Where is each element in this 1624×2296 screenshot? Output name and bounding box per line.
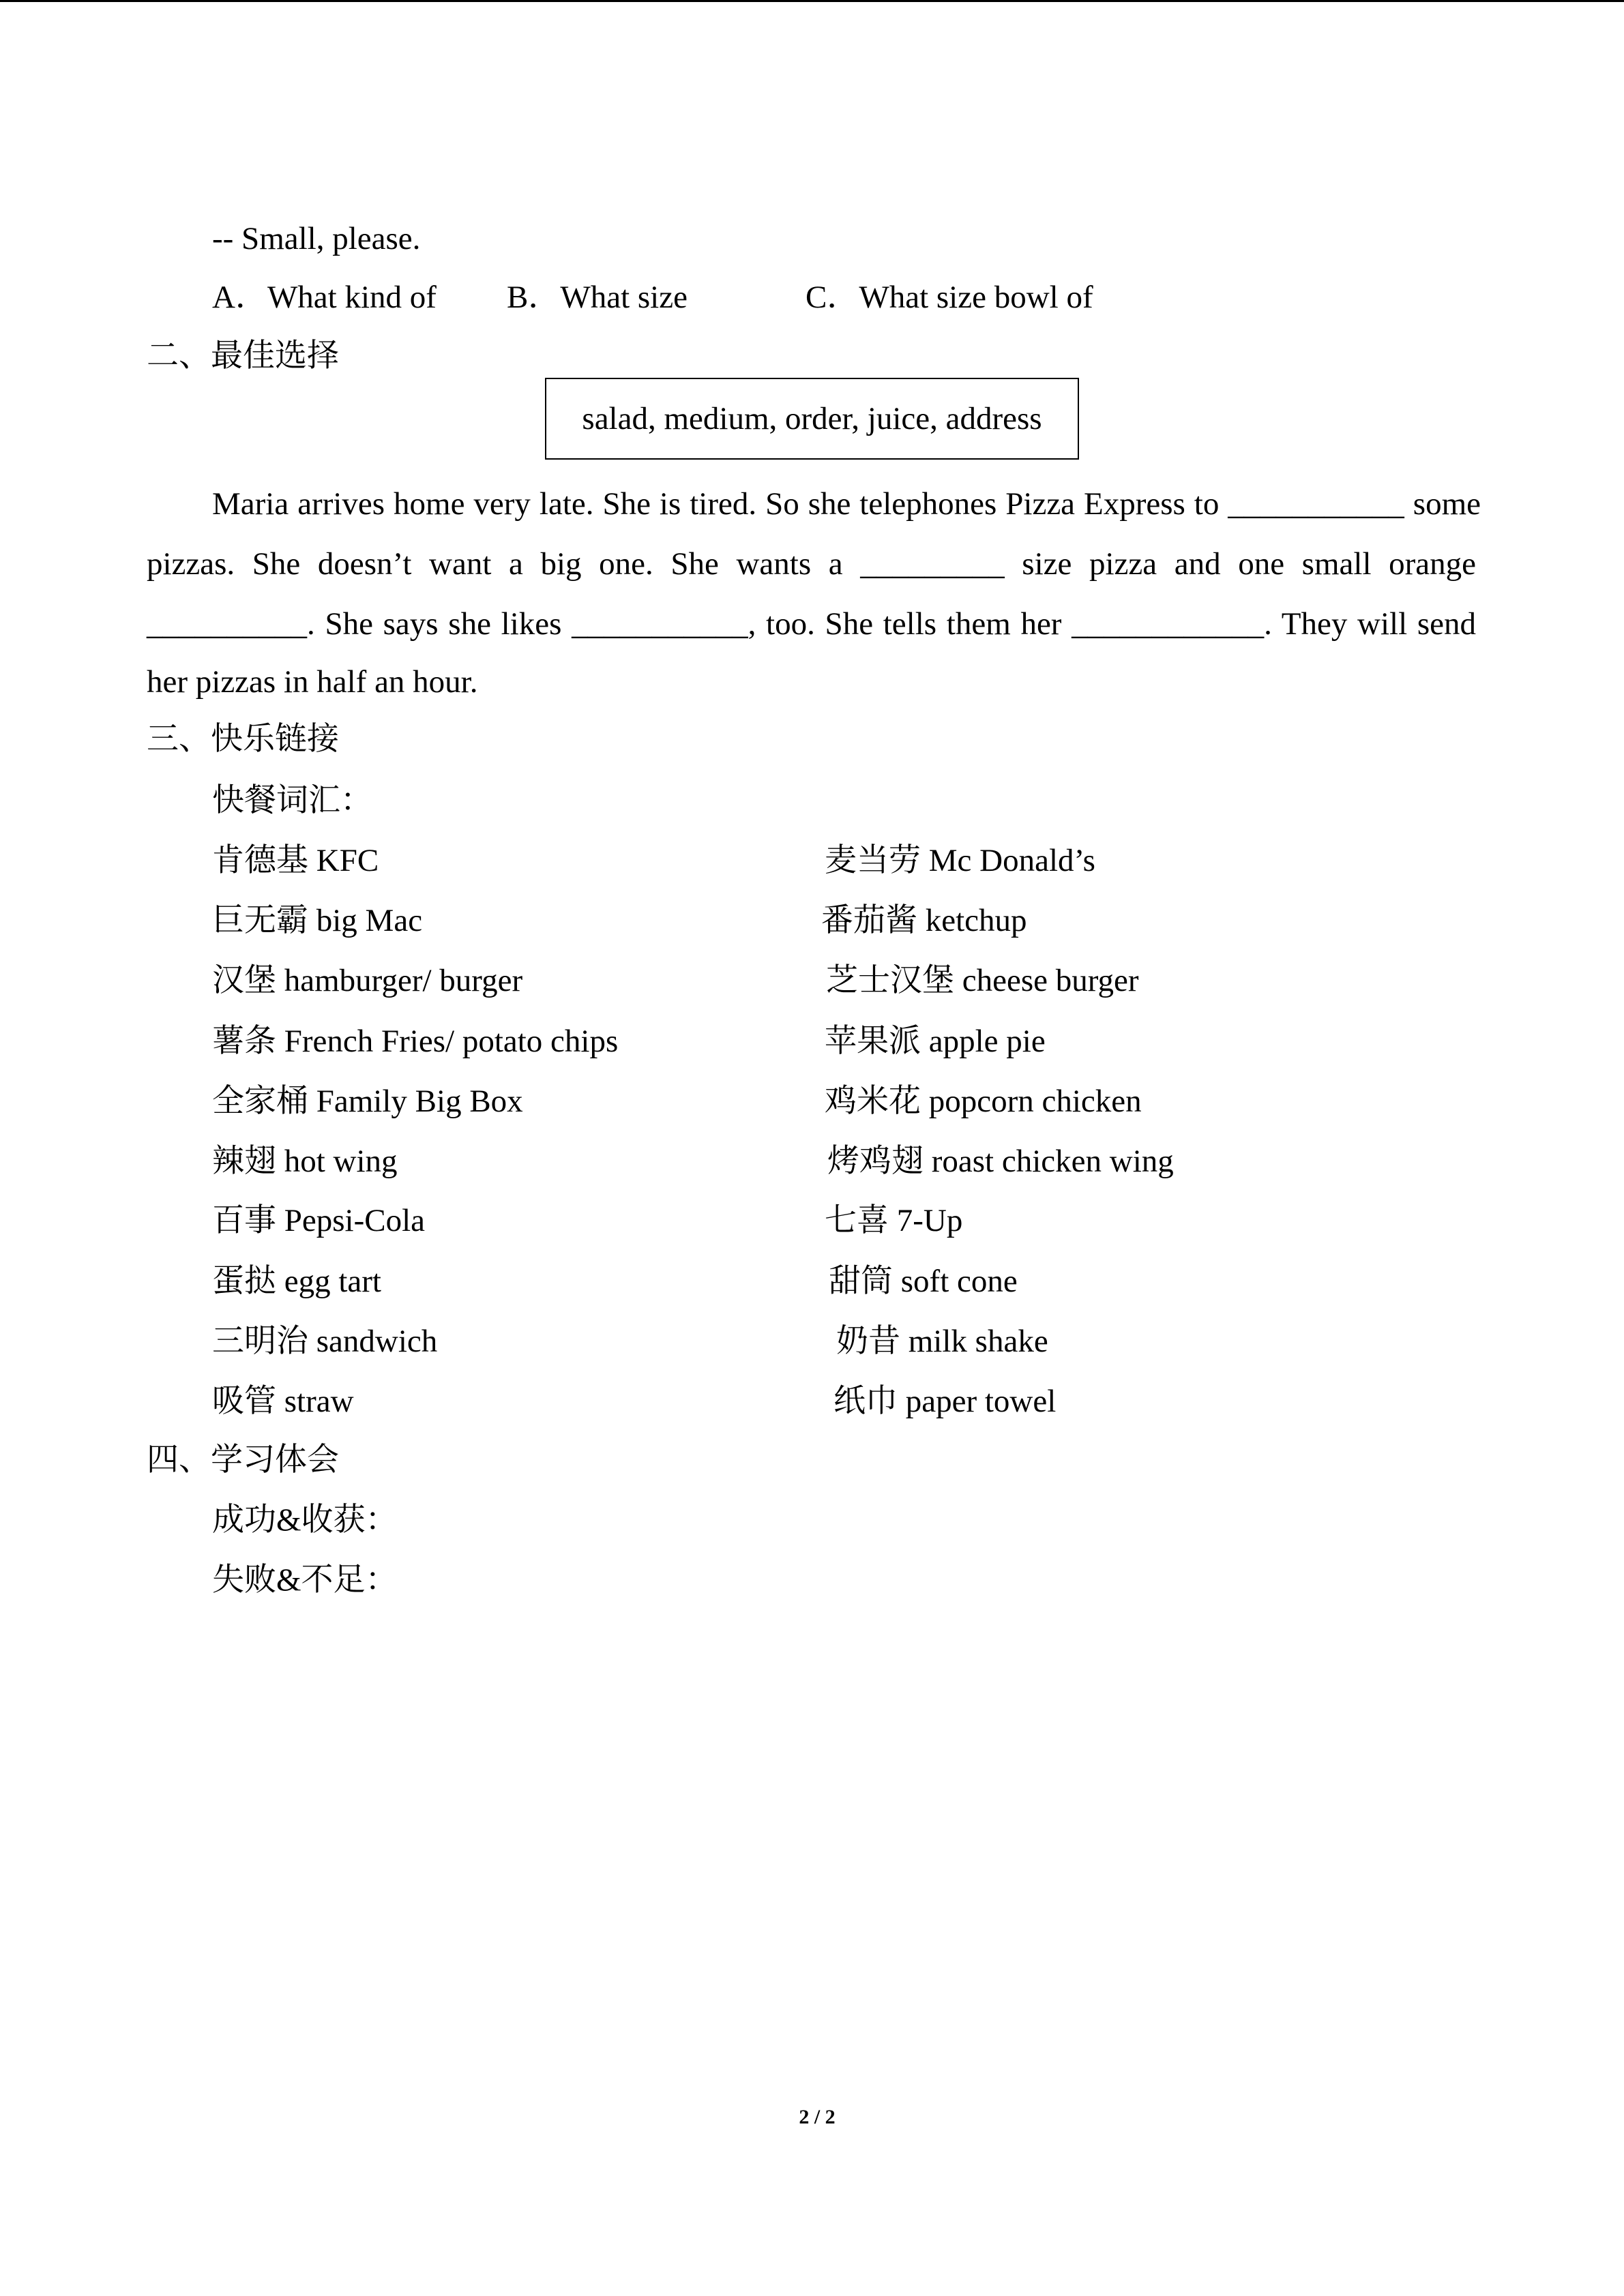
reflection-shortcomings: 失败&不足： xyxy=(212,1562,398,1598)
option-c: C．What size bowl of xyxy=(806,280,1093,315)
vocab-item-left: 辣翅 hot wing xyxy=(212,1144,398,1179)
vocab-item-left: 汉堡 hamburger/ burger xyxy=(212,963,523,998)
vocab-item-right: 麦当劳 Mc Donald’s xyxy=(825,843,1095,878)
vocab-item-right: 甜筒 soft cone xyxy=(829,1264,1018,1299)
vocab-item-right: 番茄酱 ketchup xyxy=(821,903,1027,938)
vocab-item-right: 烤鸡翅 roast chicken wing xyxy=(827,1144,1174,1179)
section-heading-3: 三、快乐链接 xyxy=(147,721,339,757)
vocab-item-right: 鸡米花 popcorn chicken xyxy=(825,1084,1142,1119)
vocab-item-right: 苹果派 apple pie xyxy=(825,1024,1046,1059)
top-border-line xyxy=(0,0,1624,2)
option-a: A．What kind of xyxy=(212,280,437,315)
reflection-success: 成功&收获： xyxy=(212,1502,398,1538)
paragraph-line-3: __________. She says she likes ___________, too. She tells them her ____________. They will send xyxy=(147,606,1476,642)
paragraph-line-4: her pizzas in half an hour. xyxy=(147,664,478,700)
vocab-item-left: 巨无霸 big Mac xyxy=(212,903,423,938)
answer-line: -- Small, please. xyxy=(212,221,421,256)
section-heading-2: 二、最佳选择 xyxy=(147,338,339,374)
vocab-item-right: 芝士汉堡 cheese burger xyxy=(826,963,1139,998)
paragraph-line-1: Maria arrives home very late. She is tired. So she telephones Pizza Express to ___________ some xyxy=(212,486,1481,522)
word-bank-text: salad, medium, order, juice, address xyxy=(582,401,1042,436)
vocab-item-left: 百事 Pepsi-Cola xyxy=(212,1203,426,1238)
word-bank-box xyxy=(545,378,1079,460)
vocab-item-right: 七喜 7-Up xyxy=(825,1203,963,1238)
option-b: B．What size xyxy=(507,280,688,315)
vocab-item-right: 纸巾 paper towel xyxy=(833,1384,1057,1419)
section-heading-4: 四、学习体会 xyxy=(147,1442,339,1478)
paragraph-line-2: pizzas. She doesn’t want a big one. She wants a _________ size pizza and one small orange xyxy=(147,546,1476,582)
vocab-item-left: 全家桶 Family Big Box xyxy=(212,1084,523,1119)
vocab-item-left: 三明治 sandwich xyxy=(212,1324,438,1359)
vocab-subheading: 快餐词汇： xyxy=(212,783,372,818)
page-number: 2 / 2 xyxy=(799,2106,836,2128)
vocab-item-left: 薯条 French Fries/ potato chips xyxy=(212,1024,619,1059)
vocab-item-left: 肯德基 KFC xyxy=(212,843,379,878)
vocab-item-right: 奶昔 milk shake xyxy=(836,1324,1048,1359)
vocab-item-left: 蛋挞 egg tart xyxy=(212,1264,381,1299)
vocab-item-left: 吸管 straw xyxy=(212,1384,354,1419)
